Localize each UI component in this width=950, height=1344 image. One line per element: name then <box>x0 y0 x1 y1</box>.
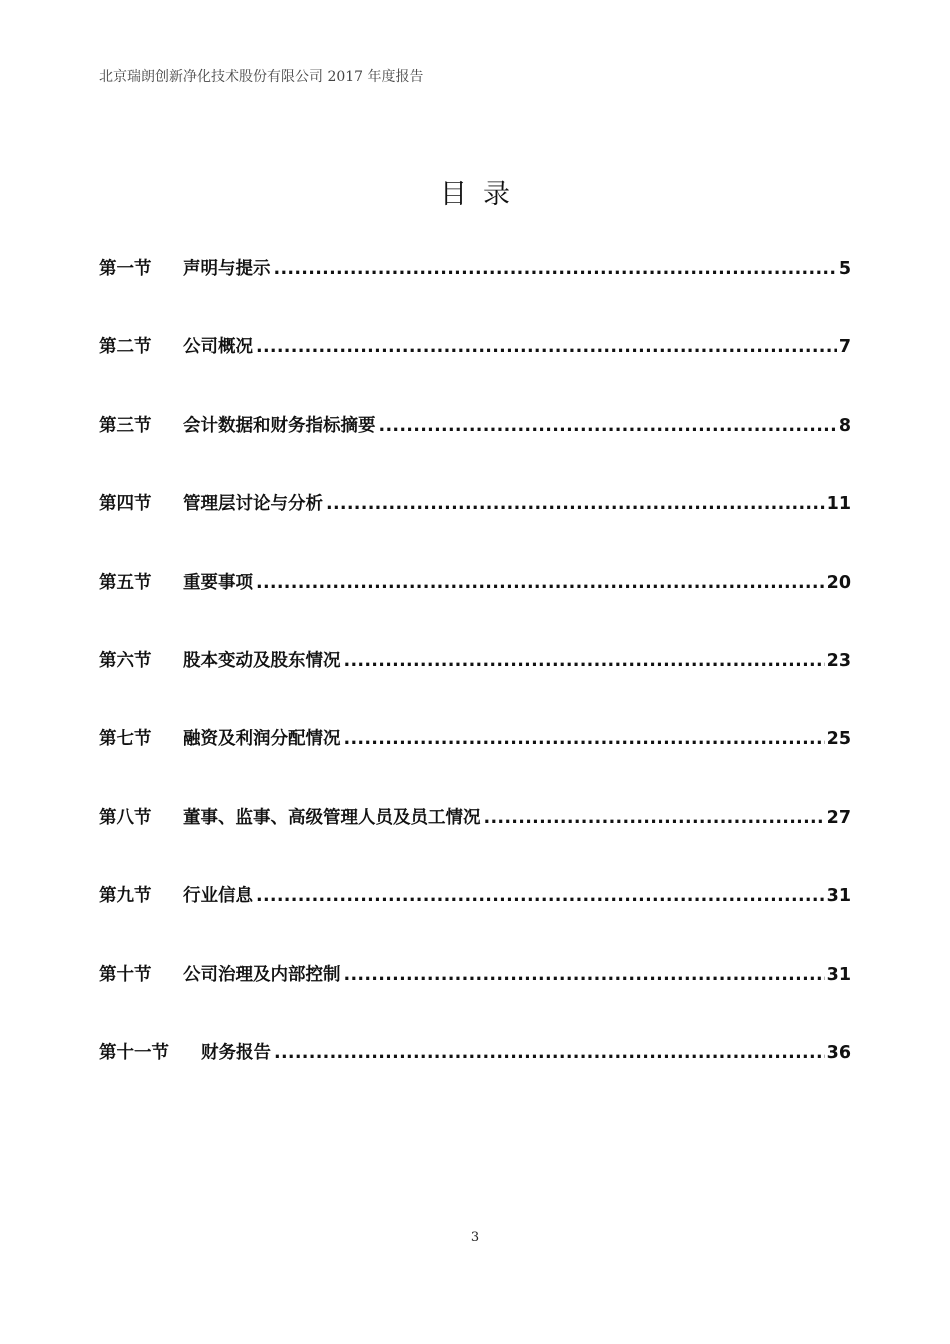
toc-section-title: 管理层讨论与分析 <box>183 494 323 515</box>
toc-section-number: 第九节 <box>99 886 152 907</box>
toc-page-number: 5 <box>838 259 851 279</box>
toc-section-number: 第一节 <box>99 259 152 279</box>
toc-entry-section-2[interactable] <box>99 332 851 410</box>
toc-dot-leader <box>484 803 825 833</box>
toc-page-number: 11 <box>826 494 851 515</box>
toc-page-number: 36 <box>826 1042 851 1063</box>
toc-section-title: 行业信息 <box>183 886 253 907</box>
toc-title: 目录 <box>440 179 526 210</box>
toc-page-number: 20 <box>826 572 851 593</box>
toc-dot-leader <box>344 724 825 754</box>
toc-section-number: 第七节 <box>99 729 152 750</box>
toc-dot-leader <box>326 489 825 519</box>
toc-section-number: 第二节 <box>99 337 152 358</box>
table-of-contents <box>99 254 851 1116</box>
toc-page-number: 31 <box>826 886 851 907</box>
toc-dot-leader <box>274 254 837 284</box>
running-header: 北京瑞朗创新净化技术股份有限公司 2017 年度报告 <box>99 69 424 85</box>
toc-dot-leader <box>344 960 825 990</box>
toc-section-number: 第五节 <box>99 572 152 593</box>
toc-section-title: 公司治理及内部控制 <box>183 964 341 985</box>
toc-entry-section-11[interactable] <box>99 1038 851 1116</box>
toc-entry-section-1[interactable] <box>99 254 851 332</box>
toc-section-number: 第三节 <box>99 415 152 436</box>
toc-entry-section-10[interactable] <box>99 960 851 1038</box>
toc-section-number: 第八节 <box>99 807 152 828</box>
toc-entry-section-9[interactable] <box>99 881 851 959</box>
toc-entry-section-8[interactable] <box>99 803 851 881</box>
toc-dot-leader <box>256 568 825 598</box>
toc-section-title: 重要事项 <box>183 572 253 593</box>
toc-section-title: 声明与提示 <box>183 259 271 279</box>
toc-entry-section-3[interactable] <box>99 411 851 489</box>
toc-section-title: 股本变动及股东情况 <box>183 650 341 671</box>
toc-page-number: 25 <box>826 729 851 750</box>
toc-dot-leader <box>256 881 825 911</box>
toc-section-title: 董事、监事、高级管理人员及员工情况 <box>183 807 481 828</box>
toc-section-number: 第十一节 <box>99 1042 169 1063</box>
toc-section-number: 第四节 <box>99 494 152 515</box>
toc-section-title: 融资及利润分配情况 <box>183 729 341 750</box>
toc-dot-leader <box>379 411 837 441</box>
toc-entry-section-4[interactable] <box>99 489 851 567</box>
toc-dot-leader <box>274 1038 825 1068</box>
toc-entry-section-5[interactable] <box>99 568 851 646</box>
toc-section-number: 第六节 <box>99 650 152 671</box>
toc-page-number: 8 <box>838 415 851 436</box>
toc-page-number: 27 <box>826 807 851 828</box>
toc-page-number: 7 <box>838 337 851 358</box>
toc-page-number: 31 <box>826 964 851 985</box>
toc-entry-section-6[interactable] <box>99 646 851 724</box>
page-number: 3 <box>470 1230 480 1245</box>
toc-entry-section-7[interactable] <box>99 724 851 802</box>
toc-section-title: 财务报告 <box>201 1042 271 1063</box>
toc-section-number: 第十节 <box>99 964 152 985</box>
toc-section-title: 公司概况 <box>183 337 253 358</box>
toc-page-number: 23 <box>826 650 851 671</box>
toc-dot-leader <box>256 332 837 362</box>
toc-dot-leader <box>344 646 825 676</box>
toc-section-title: 会计数据和财务指标摘要 <box>183 415 376 436</box>
